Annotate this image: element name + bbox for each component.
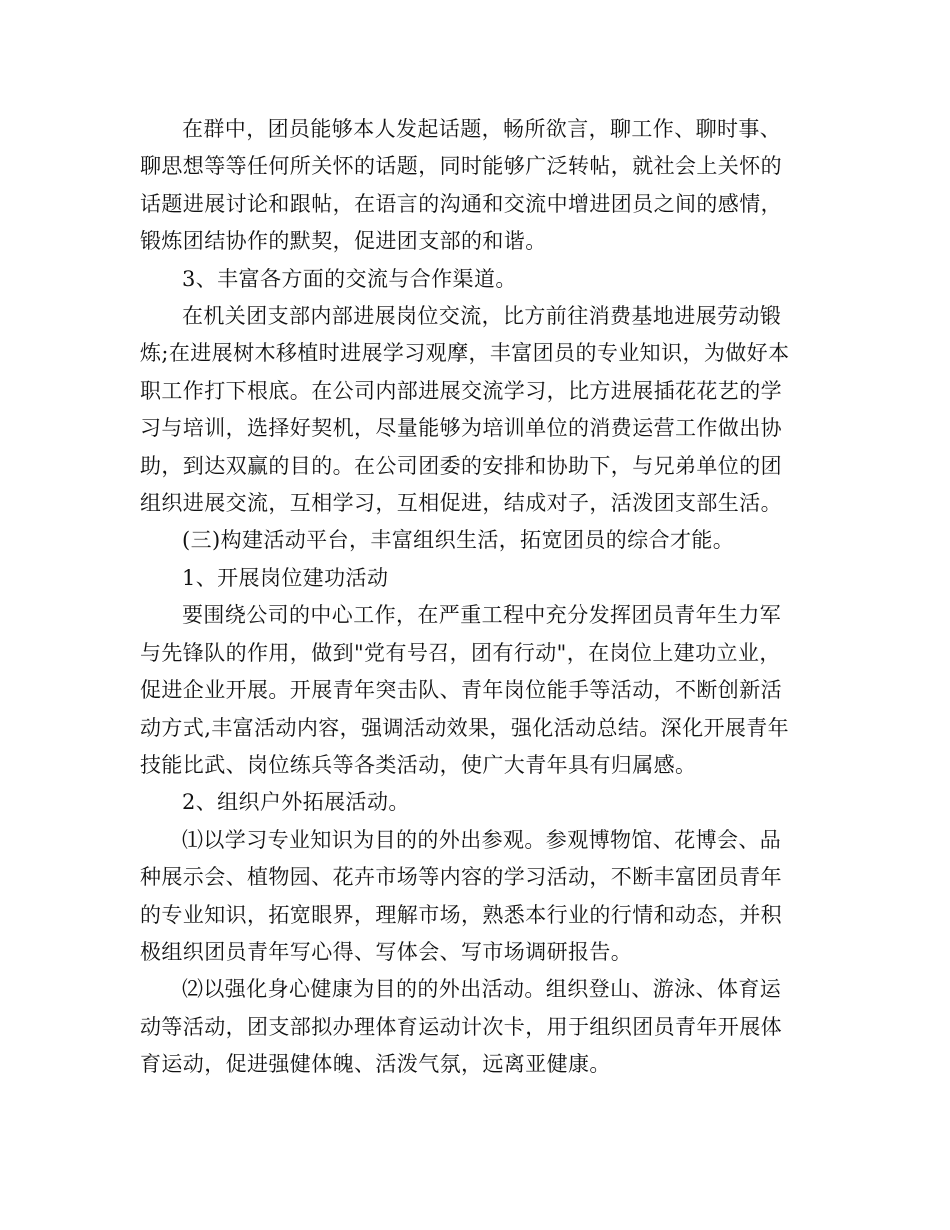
paragraph-line: 话题进展讨论和跟帖，在语言的沟通和交流中增进团员之间的感情， bbox=[140, 191, 782, 216]
paragraph-line: 种展示会、植物园、花卉市场等内容的学习活动，不断丰富团员青年 bbox=[140, 865, 782, 890]
paragraph-line: 炼;在进展树木移植时进展学习观摩，丰富团员的专业知识，为做好本 bbox=[140, 341, 790, 366]
paragraph-line: 在群中，团员能够本人发起话题，畅所欲言，聊工作、聊时事、 bbox=[182, 117, 782, 141]
paragraph-line: 的专业知识，拓宽眼界，理解市场，熟悉本行业的行情和动态，并积 bbox=[140, 902, 782, 927]
paragraph-line: 在机关团支部内部进展岗位交流，比方前往消费基地进展劳动锻 bbox=[182, 304, 782, 329]
subsection-heading: 2、组织户外拓展活动。 bbox=[182, 790, 410, 815]
paragraph-line: 与先锋队的作用，做到"党有号召，团有行动"，在岗位上建功立业， bbox=[140, 640, 781, 665]
paragraph-line: 动等活动，团支部拟办理体育运动计次卡，用于组织团员青年开展体 bbox=[140, 1014, 782, 1039]
paragraph-line: 要围绕公司的中心工作，在严重工程中充分发挥团员青年生力军 bbox=[182, 603, 782, 628]
paragraph-line: 聊思想等等任何所关怀的话题，同时能够广泛转帖，就社会上关怀的 bbox=[140, 154, 782, 179]
paragraph-line: 助，到达双赢的目的。在公司团委的安排和协助下，与兄弟单位的团 bbox=[140, 453, 782, 478]
paragraph-line: 极组织团员青年写心得、写体会、写市场调研报告。 bbox=[140, 939, 633, 964]
subsection-heading: 1、开展岗位建功活动 bbox=[182, 565, 389, 590]
paragraph-line: 锻炼团结协作的默契，促进团支部的和谐。 bbox=[140, 229, 547, 254]
paragraph-line: 职工作打下根底。在公司内部进展交流学习，比方进展插花花艺的学 bbox=[140, 378, 782, 403]
paragraph-line: 组织进展交流，互相学习，互相促进，结成对子，活泼团支部生活。 bbox=[140, 491, 782, 516]
paragraph-line: 动方式,丰富活动内容，强调活动效果，强化活动总结。深化开展青年 bbox=[140, 715, 790, 740]
section-heading: (三)构建活动平台，丰富组织生活，拓宽团员的综合才能。 bbox=[182, 528, 735, 553]
paragraph-line: ⑴以学习专业知识为目的的外出参观。参观博物馆、花博会、品 bbox=[182, 827, 782, 852]
document-page bbox=[140, 111, 810, 1084]
paragraph-line: 促进企业开展。开展青年突击队、青年岗位能手等活动，不断创新活 bbox=[140, 678, 782, 703]
paragraph-line: 技能比武、岗位练兵等各类活动，使广大青年具有归属感。 bbox=[140, 752, 697, 777]
paragraph-line: 习与培训，选择好契机，尽量能够为培训单位的消费运营工作做出协 bbox=[140, 416, 782, 441]
paragraph-line: ⑵以强化身心健康为目的的外出活动。组织登山、游泳、体育运 bbox=[182, 977, 782, 1002]
paragraph-line: 育运动，促进强健体魄、活泼气氛，远离亚健康。 bbox=[140, 1052, 611, 1077]
section-heading: 3、丰富各方面的交流与合作渠道。 bbox=[182, 266, 517, 291]
